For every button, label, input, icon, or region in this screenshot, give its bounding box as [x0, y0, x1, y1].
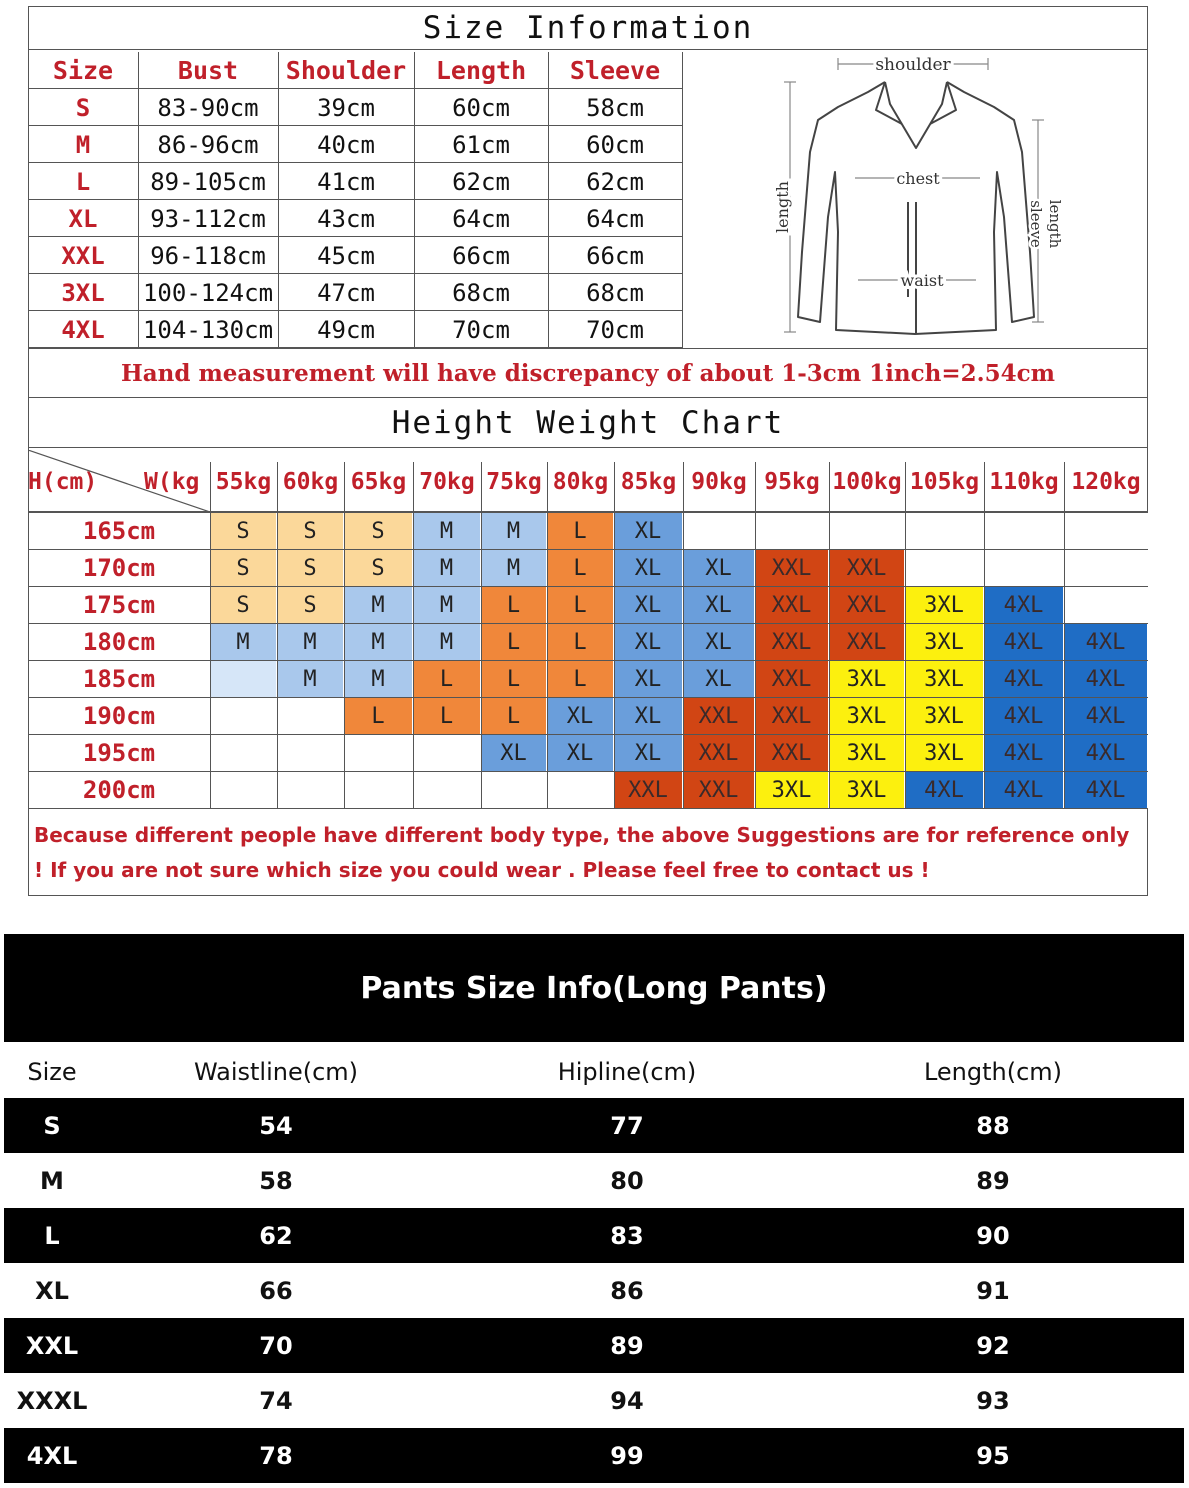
size-suggestion-cell	[277, 735, 344, 771]
weight-header-cell: 100kg	[832, 469, 902, 495]
pants-header-cell: Length(cm)	[923, 1058, 1063, 1086]
pants-measure-cell: 95	[976, 1441, 1010, 1470]
size-measure-cell: 43cm	[317, 204, 375, 233]
height-label-cell: 165cm	[82, 516, 156, 545]
size-suggestion-cell: 4XL	[1064, 772, 1148, 808]
size-measure-cell: 47cm	[317, 278, 375, 307]
size-suggestion-cell: L	[547, 624, 614, 660]
size-measure-cell: 93-112cm	[150, 204, 266, 233]
height-label-cell: 195cm	[82, 738, 156, 767]
size-col-line	[682, 52, 683, 348]
size-suggestion-cell: M	[413, 624, 481, 660]
size-suggestion-cell: 4XL	[984, 661, 1064, 697]
size-suggestion-cell: XL	[614, 698, 683, 734]
size-suggestion-cell: M	[210, 624, 277, 660]
pants-measure-cell: 99	[610, 1441, 644, 1470]
pants-measure-cell: 86	[610, 1276, 644, 1305]
size-suggestion-cell: XL	[683, 661, 755, 697]
size-suggestion-cell: 4XL	[984, 772, 1064, 808]
hw-col-line	[984, 462, 985, 808]
size-suggestion-cell	[481, 772, 547, 808]
size-suggestion-cell: 4XL	[1064, 661, 1148, 697]
size-suggestion-cell: 3XL	[829, 772, 905, 808]
size-measure-cell: 68cm	[586, 278, 644, 307]
measurement-note: Hand measurement will have discrepancy of about 1-3cm 1inch=2.54cm	[28, 348, 1148, 398]
pants-measure-cell: 77	[610, 1111, 644, 1140]
size-col-line	[138, 52, 139, 348]
hw-row-line	[28, 512, 1148, 513]
size-measure-cell: 60cm	[452, 93, 510, 122]
size-measure-cell: 70cm	[452, 315, 510, 344]
height-label-cell: 180cm	[82, 627, 156, 656]
size-suggestion-cell: XL	[683, 624, 755, 660]
size-suggestion-cell: XL	[614, 550, 683, 586]
waist-label: waist	[900, 271, 944, 290]
size-suggestion-cell: 3XL	[905, 661, 984, 697]
size-label-cell: L	[75, 167, 91, 196]
size-suggestion-cell	[547, 772, 614, 808]
hw-col-line	[683, 462, 684, 808]
hw-col-line	[547, 462, 548, 808]
size-suggestion-cell	[1064, 587, 1148, 623]
size-col-line	[414, 52, 415, 348]
hw-row-line	[28, 697, 1148, 698]
size-suggestion-cell: L	[547, 587, 614, 623]
size-suggestion-cell: S	[210, 587, 277, 623]
size-suggestion-cell: XL	[614, 513, 683, 549]
pants-measure-cell: 89	[610, 1331, 644, 1360]
size-measure-cell: 86-96cm	[157, 130, 259, 159]
weight-header-cell: 60kg	[282, 469, 339, 495]
size-measure-cell: 64cm	[452, 204, 510, 233]
size-measure-cell: 60cm	[586, 130, 644, 159]
size-suggestion-cell	[829, 513, 905, 549]
height-label-cell: 190cm	[82, 701, 156, 730]
size-information-title: Size Information	[28, 6, 1148, 50]
size-suggestion-cell: XL	[481, 735, 547, 771]
hw-col-line	[277, 462, 278, 808]
pants-measure-cell: 93	[976, 1386, 1010, 1415]
sleeve-label: sleeve	[1027, 200, 1045, 248]
size-suggestion-cell: L	[481, 624, 547, 660]
size-suggestion-cell: XL	[547, 698, 614, 734]
size-row-line	[28, 273, 682, 274]
weight-header-cell: 95kg	[764, 469, 820, 495]
pants-header-cell: Waistline(cm)	[193, 1058, 359, 1086]
pants-measure-cell: 90	[976, 1221, 1010, 1250]
size-suggestion-cell	[413, 772, 481, 808]
size-row-line	[28, 88, 682, 89]
weight-header-cell: 90kg	[691, 469, 747, 495]
pants-header-cell: Hipline(cm)	[557, 1058, 697, 1086]
shirt-diagram	[740, 52, 1070, 342]
pants-table-row	[4, 1153, 1184, 1208]
size-suggestion-cell: XXL	[755, 698, 829, 734]
pants-measure-cell: 74	[259, 1386, 293, 1415]
size-suggestion-cell: M	[277, 661, 344, 697]
size-row-line	[28, 236, 682, 237]
size-label-cell: M	[75, 130, 91, 159]
size-label-cell: S	[75, 93, 91, 122]
pants-size-cell: L	[44, 1221, 60, 1250]
length-label: length	[773, 181, 792, 233]
size-suggestion-cell: M	[413, 587, 481, 623]
size-suggestion-cell: 4XL	[984, 624, 1064, 660]
pants-size-cell: S	[43, 1111, 61, 1140]
pants-table-row	[4, 1098, 1184, 1153]
size-label-cell: XXL	[61, 241, 105, 270]
size-suggestion-cell: L	[547, 661, 614, 697]
size-suggestion-cell: XXL	[683, 772, 755, 808]
size-suggestion-cell: XL	[614, 661, 683, 697]
size-row-line	[28, 310, 682, 311]
height-label-cell: 185cm	[82, 664, 156, 693]
size-suggestion-cell	[210, 661, 277, 697]
pants-table-row	[4, 1263, 1184, 1318]
size-suggestion-cell	[344, 772, 413, 808]
size-header-cell: Length	[435, 56, 527, 85]
hw-col-line	[481, 462, 482, 808]
size-col-line	[548, 52, 549, 348]
size-suggestion-cell: L	[481, 661, 547, 697]
size-suggestion-cell: 4XL	[984, 587, 1064, 623]
hw-col-line	[905, 462, 906, 808]
size-suggestion-cell: 3XL	[829, 661, 905, 697]
size-suggestion-cell	[905, 550, 984, 586]
hw-row-line	[28, 808, 1148, 809]
pants-measure-cell: 89	[976, 1166, 1010, 1195]
weight-header-cell: 55kg	[215, 469, 272, 495]
pants-measure-cell: 91	[976, 1276, 1010, 1305]
size-suggestion-cell: 3XL	[905, 624, 984, 660]
size-suggestion-cell: XXL	[829, 624, 905, 660]
size-label-cell: 3XL	[61, 278, 105, 307]
size-measure-cell: 58cm	[586, 93, 644, 122]
size-suggestion-cell: XXL	[829, 550, 905, 586]
size-suggestion-cell: 3XL	[755, 772, 829, 808]
height-label-cell: 170cm	[82, 553, 156, 582]
hw-col-line	[755, 462, 756, 808]
size-label-cell: 4XL	[61, 315, 105, 344]
size-suggestion-cell: S	[344, 513, 413, 549]
hw-col-line	[829, 462, 830, 808]
hw-col-line	[344, 462, 345, 808]
pants-size-cell: M	[40, 1166, 64, 1195]
size-measure-cell: 89-105cm	[150, 167, 266, 196]
pants-measure-cell: 66	[259, 1276, 293, 1305]
size-suggestion-cell: XXL	[683, 735, 755, 771]
size-suggestion-cell: 3XL	[905, 587, 984, 623]
size-header-cell: Size	[52, 56, 114, 85]
pants-measure-cell: 62	[259, 1221, 293, 1250]
size-header-cell: Sleeve	[569, 56, 661, 85]
size-suggestion-cell: M	[344, 624, 413, 660]
height-weight-title: Height Weight Chart	[28, 398, 1148, 448]
size-suggestion-cell: 4XL	[905, 772, 984, 808]
hw-row-line	[28, 771, 1148, 772]
pants-size-cell: 4XL	[26, 1441, 78, 1470]
size-suggestion-cell	[1064, 550, 1148, 586]
weight-header-cell: 110kg	[989, 469, 1059, 495]
size-suggestion-cell: XXL	[829, 587, 905, 623]
size-suggestion-cell: 3XL	[829, 735, 905, 771]
size-measure-cell: 100-124cm	[142, 278, 274, 307]
size-measure-cell: 39cm	[317, 93, 375, 122]
size-suggestion-cell: S	[210, 550, 277, 586]
pants-measure-cell: 70	[259, 1331, 293, 1360]
size-measure-cell: 64cm	[586, 204, 644, 233]
size-suggestion-cell: M	[344, 661, 413, 697]
weight-header-cell: 75kg	[486, 469, 542, 495]
size-suggestion-cell	[210, 772, 277, 808]
size-suggestion-cell	[277, 772, 344, 808]
pants-measure-cell: 88	[976, 1111, 1010, 1140]
size-suggestion-cell: M	[481, 513, 547, 549]
size-suggestion-cell: XL	[547, 735, 614, 771]
size-suggestion-cell: S	[277, 550, 344, 586]
size-row-line	[28, 199, 682, 200]
pants-table-row	[4, 1318, 1184, 1373]
size-suggestion-cell: S	[277, 587, 344, 623]
size-suggestion-cell	[277, 698, 344, 734]
size-suggestion-cell: S	[210, 513, 277, 549]
weight-header-cell: 70kg	[419, 469, 475, 495]
size-suggestion-cell: XXL	[755, 550, 829, 586]
hw-row-line	[28, 511, 1148, 512]
size-measure-cell: 68cm	[452, 278, 510, 307]
size-measure-cell: 41cm	[317, 167, 375, 196]
size-suggestion-cell: XXL	[614, 772, 683, 808]
size-row-line	[28, 162, 682, 163]
size-suggestion-cell: 4XL	[1064, 624, 1148, 660]
size-measure-cell: 104-130cm	[142, 315, 274, 344]
size-suggestion-cell: S	[344, 550, 413, 586]
pants-measure-cell: 80	[610, 1166, 644, 1195]
size-suggestion-cell: M	[413, 550, 481, 586]
size-suggestion-cell: 3XL	[905, 698, 984, 734]
size-measure-cell: 66cm	[452, 241, 510, 270]
size-suggestion-cell	[210, 735, 277, 771]
size-suggestion-cell	[984, 550, 1064, 586]
size-measure-cell: 66cm	[586, 241, 644, 270]
size-suggestion-cell: M	[481, 550, 547, 586]
hw-col-line	[1064, 462, 1065, 808]
size-suggestion-cell: 4XL	[984, 735, 1064, 771]
shoulder-label: shoulder	[875, 55, 951, 75]
pants-measure-cell: 92	[976, 1331, 1010, 1360]
size-col-line	[278, 52, 279, 348]
size-suggestion-cell: L	[413, 661, 481, 697]
size-suggestion-cell	[683, 513, 755, 549]
size-suggestion-cell: XXL	[755, 624, 829, 660]
size-measure-cell: 62cm	[586, 167, 644, 196]
size-suggestion-cell: L	[344, 698, 413, 734]
size-suggestion-cell	[755, 513, 829, 549]
pants-table-row	[4, 1428, 1184, 1483]
weight-header-cell: 80kg	[552, 469, 609, 495]
size-suggestion-cell: 3XL	[829, 698, 905, 734]
size-suggestion-cell: XL	[614, 624, 683, 660]
size-header-cell: Bust	[177, 56, 239, 85]
size-suggestion-cell: XXL	[683, 698, 755, 734]
height-axis-label: H(cm)	[28, 469, 98, 495]
size-suggestion-cell: 4XL	[1064, 735, 1148, 771]
hw-row-line	[28, 734, 1148, 735]
pants-measure-cell: 54	[259, 1111, 293, 1140]
size-measure-cell: 62cm	[452, 167, 510, 196]
pants-size-title: Pants Size Info(Long Pants)	[4, 934, 1184, 1042]
pants-header-cell: Size	[27, 1058, 77, 1086]
weight-header-cell: 85kg	[620, 469, 677, 495]
size-suggestion-cell: S	[277, 513, 344, 549]
size-suggestion-cell: XXL	[755, 735, 829, 771]
pants-size-cell: XL	[35, 1276, 69, 1305]
size-suggestion-cell: XL	[614, 587, 683, 623]
sleeve-length-label: length	[1046, 199, 1064, 249]
height-label-cell: 200cm	[82, 775, 156, 804]
size-suggestion-cell: L	[547, 513, 614, 549]
pants-measure-cell: 83	[610, 1221, 644, 1250]
size-measure-cell: 49cm	[317, 315, 375, 344]
size-row-line	[28, 125, 682, 126]
size-suggestion-cell: L	[481, 587, 547, 623]
size-suggestion-cell: 4XL	[984, 698, 1064, 734]
pants-measure-cell: 78	[259, 1441, 293, 1470]
size-label-cell: XL	[68, 204, 98, 233]
hw-col-line	[210, 462, 211, 808]
size-suggestion-cell	[210, 698, 277, 734]
pants-size-cell: XXXL	[16, 1386, 88, 1415]
pants-table-row	[4, 1373, 1184, 1428]
hw-col-line	[413, 462, 414, 808]
pants-table-row	[4, 1208, 1184, 1263]
size-suggestion-cell: XXL	[755, 587, 829, 623]
size-measure-cell: 61cm	[452, 130, 510, 159]
weight-header-cell: 65kg	[350, 469, 407, 495]
size-measure-cell: 96-118cm	[150, 241, 266, 270]
size-suggestion-cell: M	[413, 513, 481, 549]
size-suggestion-cell: L	[481, 698, 547, 734]
size-suggestion-cell: M	[344, 587, 413, 623]
size-suggestion-cell: XL	[683, 550, 755, 586]
size-suggestion-cell: 4XL	[1064, 698, 1148, 734]
size-measure-cell: 40cm	[317, 130, 375, 159]
size-header-cell: Shoulder	[285, 56, 407, 85]
size-suggestion-cell: XL	[614, 735, 683, 771]
size-suggestion-cell	[344, 735, 413, 771]
hw-row-line	[28, 586, 1148, 587]
weight-header-cell: 120kg	[1071, 469, 1141, 495]
size-measure-cell: 70cm	[586, 315, 644, 344]
hw-col-line	[614, 462, 615, 808]
size-suggestion-cell	[413, 735, 481, 771]
chest-label: chest	[896, 169, 940, 188]
size-suggestion-cell: 3XL	[905, 735, 984, 771]
hw-row-line	[28, 549, 1148, 550]
size-suggestion-cell	[905, 513, 984, 549]
weight-header-cell: 105kg	[909, 469, 980, 495]
weight-axis-label: W(kg	[144, 469, 200, 495]
hw-row-line	[28, 623, 1148, 624]
pants-measure-cell: 58	[259, 1166, 293, 1195]
pants-size-cell: XXL	[25, 1331, 79, 1360]
height-label-cell: 175cm	[82, 590, 156, 619]
size-suggestion-cell: XL	[683, 587, 755, 623]
size-suggestion-cell: L	[547, 550, 614, 586]
size-measure-cell: 83-90cm	[157, 93, 259, 122]
size-suggestion-cell	[1064, 513, 1148, 549]
size-measure-cell: 45cm	[317, 241, 375, 270]
pants-measure-cell: 94	[610, 1386, 644, 1415]
size-suggestion-cell	[984, 513, 1064, 549]
size-suggestion-cell: M	[277, 624, 344, 660]
hw-row-line	[28, 660, 1148, 661]
reference-note: Because different people have different body type, the above Suggestions are for reference only ! If you are not sure which size you could wear . Please feel free to contact us !	[34, 823, 1130, 882]
size-suggestion-cell: XXL	[755, 661, 829, 697]
size-suggestion-cell: L	[413, 698, 481, 734]
